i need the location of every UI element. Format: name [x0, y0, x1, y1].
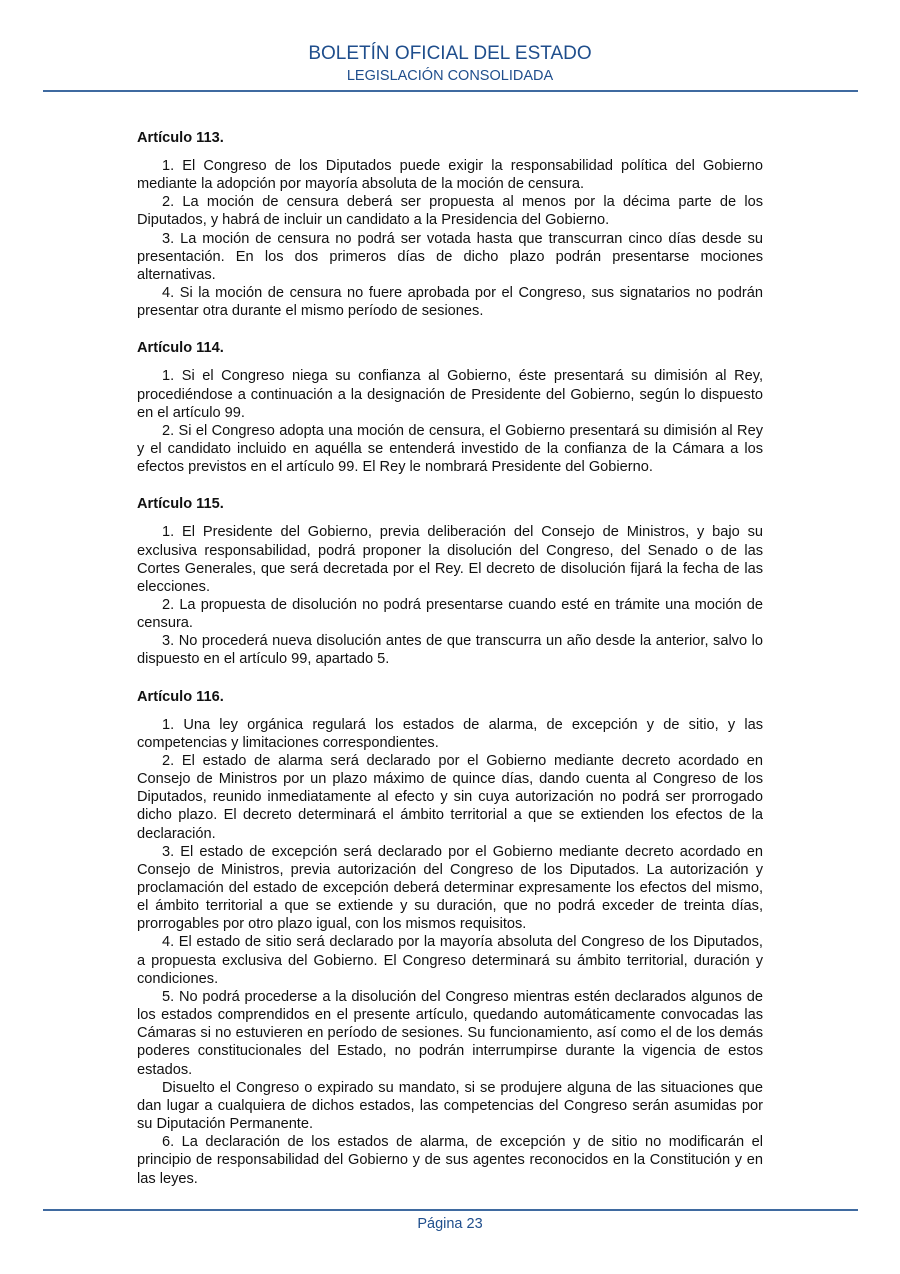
article-113 [137, 128, 763, 320]
article-paragraph: 1. Una ley orgánica regulará los estados de alarma, de excepción y de sitio, y las competencias y limitaciones correspondientes. [137, 716, 763, 751]
article-114 [137, 338, 763, 476]
article-paragraph: 1. El Congreso de los Diputados puede exigir la responsabilidad política del Gobierno mediante la adopción por mayoría absoluta de la moción de censura. [137, 158, 763, 193]
article-paragraph: 2. La moción de censura deberá ser propuesta al menos por la décima parte de los Diputados, y habrá de incluir un candidato a la Presidencia del Gobierno. [137, 194, 763, 229]
article-115 [137, 494, 763, 668]
article-paragraph: 2. Si el Congreso adopta una moción de censura, el Gobierno presentará su dimisión al Rey y el candidato incluido en aquélla se entenderá investido de la confianza de la Cámara a los efectos previstos en el artículo 99. El Rey le nombrará Presidente del Gobierno. [137, 422, 763, 476]
article-paragraph: 2. La propuesta de disolución no podrá presentarse cuando esté en trámite una moción de censura. [137, 596, 763, 632]
article-paragraph: 6. La declaración de los estados de alarma, de excepción y de sitio no modificarán el principio de responsabilidad del Gobierno y de sus agentes reconocidos en la Constitución y en las leyes. [137, 1134, 763, 1187]
header-divider [43, 90, 858, 92]
article-paragraph: 1. El Presidente del Gobierno, previa deliberación del Consejo de Ministros, y bajo su exclusiva responsabilidad, podrá proponer la disolución del Congreso, del Senado o de las Cortes Generales, que será decretada por el Rey. El decreto de disolución fijará la fecha de las elecciones. [137, 524, 763, 595]
article-paragraph: Disuelto el Congreso o expirado su mandato, si se produjere alguna de las situaciones que dan lugar a cualquiera de dichos estados, las competencias del Congreso serán asumidas por su Diputación Permanente. [137, 1079, 763, 1133]
article-paragraph: 3. El estado de excepción será declarado por el Gobierno mediante decreto acordado en Consejo de Ministros, previa autorización del Congreso de los Diputados. La autorización y proclamación del estado de excepción deberá determinar expresamente los efectos del mismo, el ámbito territorial a que se extiende y su duración, que no podrá exceder de treinta días, prorrogables por otro plazo igual, con los mismos requisitos. [137, 843, 763, 933]
page-number: Página 23 [417, 1216, 483, 1232]
publication-subtitle: LEGISLACIÓN CONSOLIDADA [346, 68, 554, 84]
article-title: Artículo 113. [137, 130, 224, 146]
article-paragraph: 3. No procederá nueva disolución antes de que transcurra un año desde la anterior, salvo lo dispuesto en el artículo 99, apartado 5. [137, 633, 763, 668]
article-paragraph: 4. Si la moción de censura no fuere aprobada por el Congreso, sus signatarios no podrán presentar otra durante el mismo período de sesiones. [137, 285, 763, 320]
article-paragraph: 5. No podrá procederse a la disolución del Congreso mientras estén declarados algunos de los estados comprendidos en el presente artículo, quedando automáticamente convocadas las Cámaras si no estuvieren en período de sesiones. Su funcionamiento, así como el de los demás poderes constitucionales del Estado, no podrán interrumpirse durante la vigencia de estos estados. [137, 988, 763, 1078]
article-paragraph: 2. El estado de alarma será declarado por el Gobierno mediante decreto acordado en Consejo de Ministros por un plazo máximo de quince días, dando cuenta al Congreso de los Diputados, reunido inmediatamente al efecto y sin cuya autorización no podrá ser prorrogado dicho plazo. El decreto determinará el ámbito territorial a que se extienden los efectos de la declaración. [137, 752, 763, 842]
article-title: Artículo 116. [137, 688, 224, 705]
document-body [137, 128, 763, 1206]
footer-divider [43, 1209, 858, 1211]
article-title: Artículo 115. [137, 496, 224, 513]
page-header [0, 42, 900, 86]
article-paragraph: 4. El estado de sitio será declarado por la mayoría absoluta del Congreso de los Diputados, a propuesta exclusiva del Gobierno. El Congreso determinará su ámbito territorial, duración y condiciones. [137, 934, 763, 987]
article-116 [137, 687, 763, 1188]
article-paragraph: 1. Si el Congreso niega su confianza al Gobierno, éste presentará su dimisión al Rey, procediéndose a continuación a la designación de Presidente del Gobierno, según lo dispuesto en el artículo 99. [137, 368, 763, 421]
article-paragraph: 3. La moción de censura no podrá ser votada hasta que transcurran cinco días desde su presentación. En los dos primeros días de dicho plazo podrán presentarse mociones alternativas. [137, 230, 763, 283]
article-title: Artículo 114. [137, 340, 224, 357]
publication-title: BOLETÍN OFICIAL DEL ESTADO [308, 43, 592, 64]
